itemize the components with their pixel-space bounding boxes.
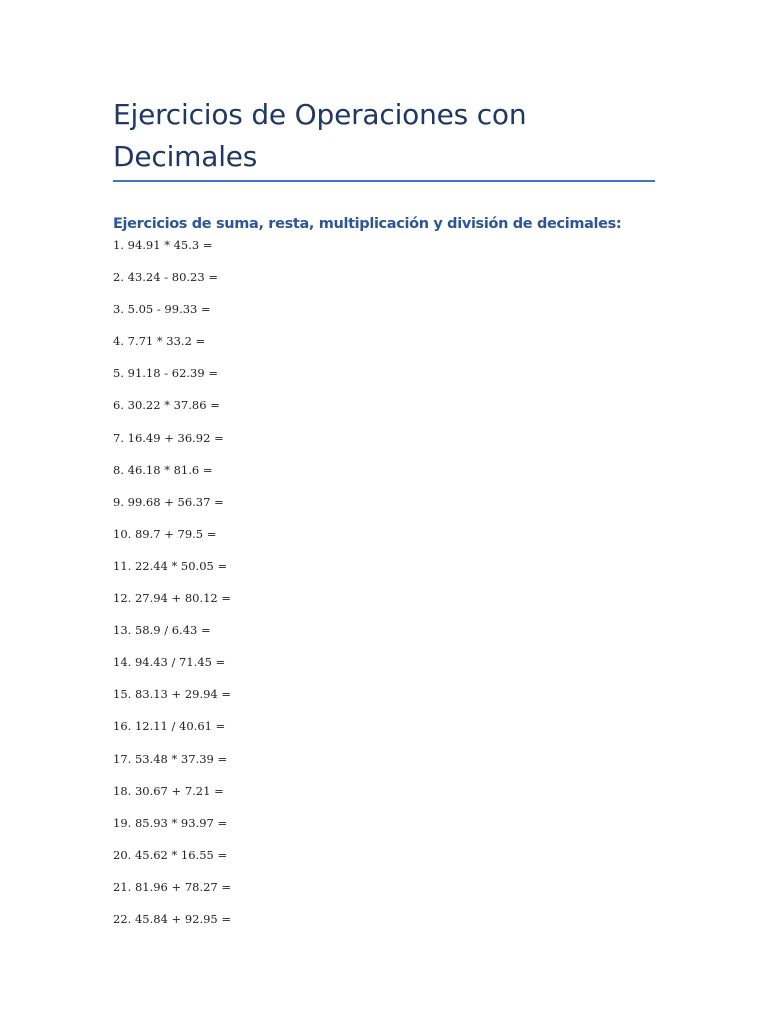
exercise-list [113,236,231,942]
exercise-item: 20. 45.62 * 16.55 = [113,847,228,862]
section-subtitle: Ejercicios de suma, resta, multiplicación y división de decimales: [113,216,622,232]
exercise-item: 16. 12.11 / 40.61 = [113,719,226,734]
exercise-item: 10. 89.7 + 79.5 = [113,526,217,541]
exercise-item: 4. 7.71 * 33.2 = [113,334,206,349]
exercise-item: 15. 83.13 + 29.94 = [113,687,232,702]
title-underline-rule [113,180,655,182]
exercise-item: 13. 58.9 / 6.43 = [113,623,211,638]
exercise-item: 8. 46.18 * 81.6 = [113,462,213,477]
exercise-item: 1. 94.91 * 45.3 = [113,238,213,252]
exercise-item: 21. 81.96 + 78.27 = [113,879,232,894]
exercise-item: 18. 30.67 + 7.21 = [113,783,224,798]
exercise-item: 6. 30.22 * 37.86 = [113,398,220,413]
exercise-item: 2. 43.24 - 80.23 = [113,270,218,285]
exercise-item: 9. 99.68 + 56.37 = [113,494,224,509]
exercise-item: 7. 16.49 + 36.92 = [113,430,224,445]
exercise-item: 5. 91.18 - 62.39 = [113,366,218,381]
exercise-item: 17. 53.48 * 37.39 = [113,751,228,766]
exercise-item: 19. 85.93 * 93.97 = [113,815,228,830]
document-title: Ejercicios de Operaciones con Decimales [113,98,527,173]
exercise-item: 12. 27.94 + 80.12 = [113,591,232,606]
exercise-item: 3. 5.05 - 99.33 = [113,302,211,317]
exercise-item: 14. 94.43 / 71.45 = [113,655,226,670]
exercise-item: 22. 45.84 + 92.95 = [113,911,232,926]
exercise-item: 11. 22.44 * 50.05 = [113,558,228,573]
